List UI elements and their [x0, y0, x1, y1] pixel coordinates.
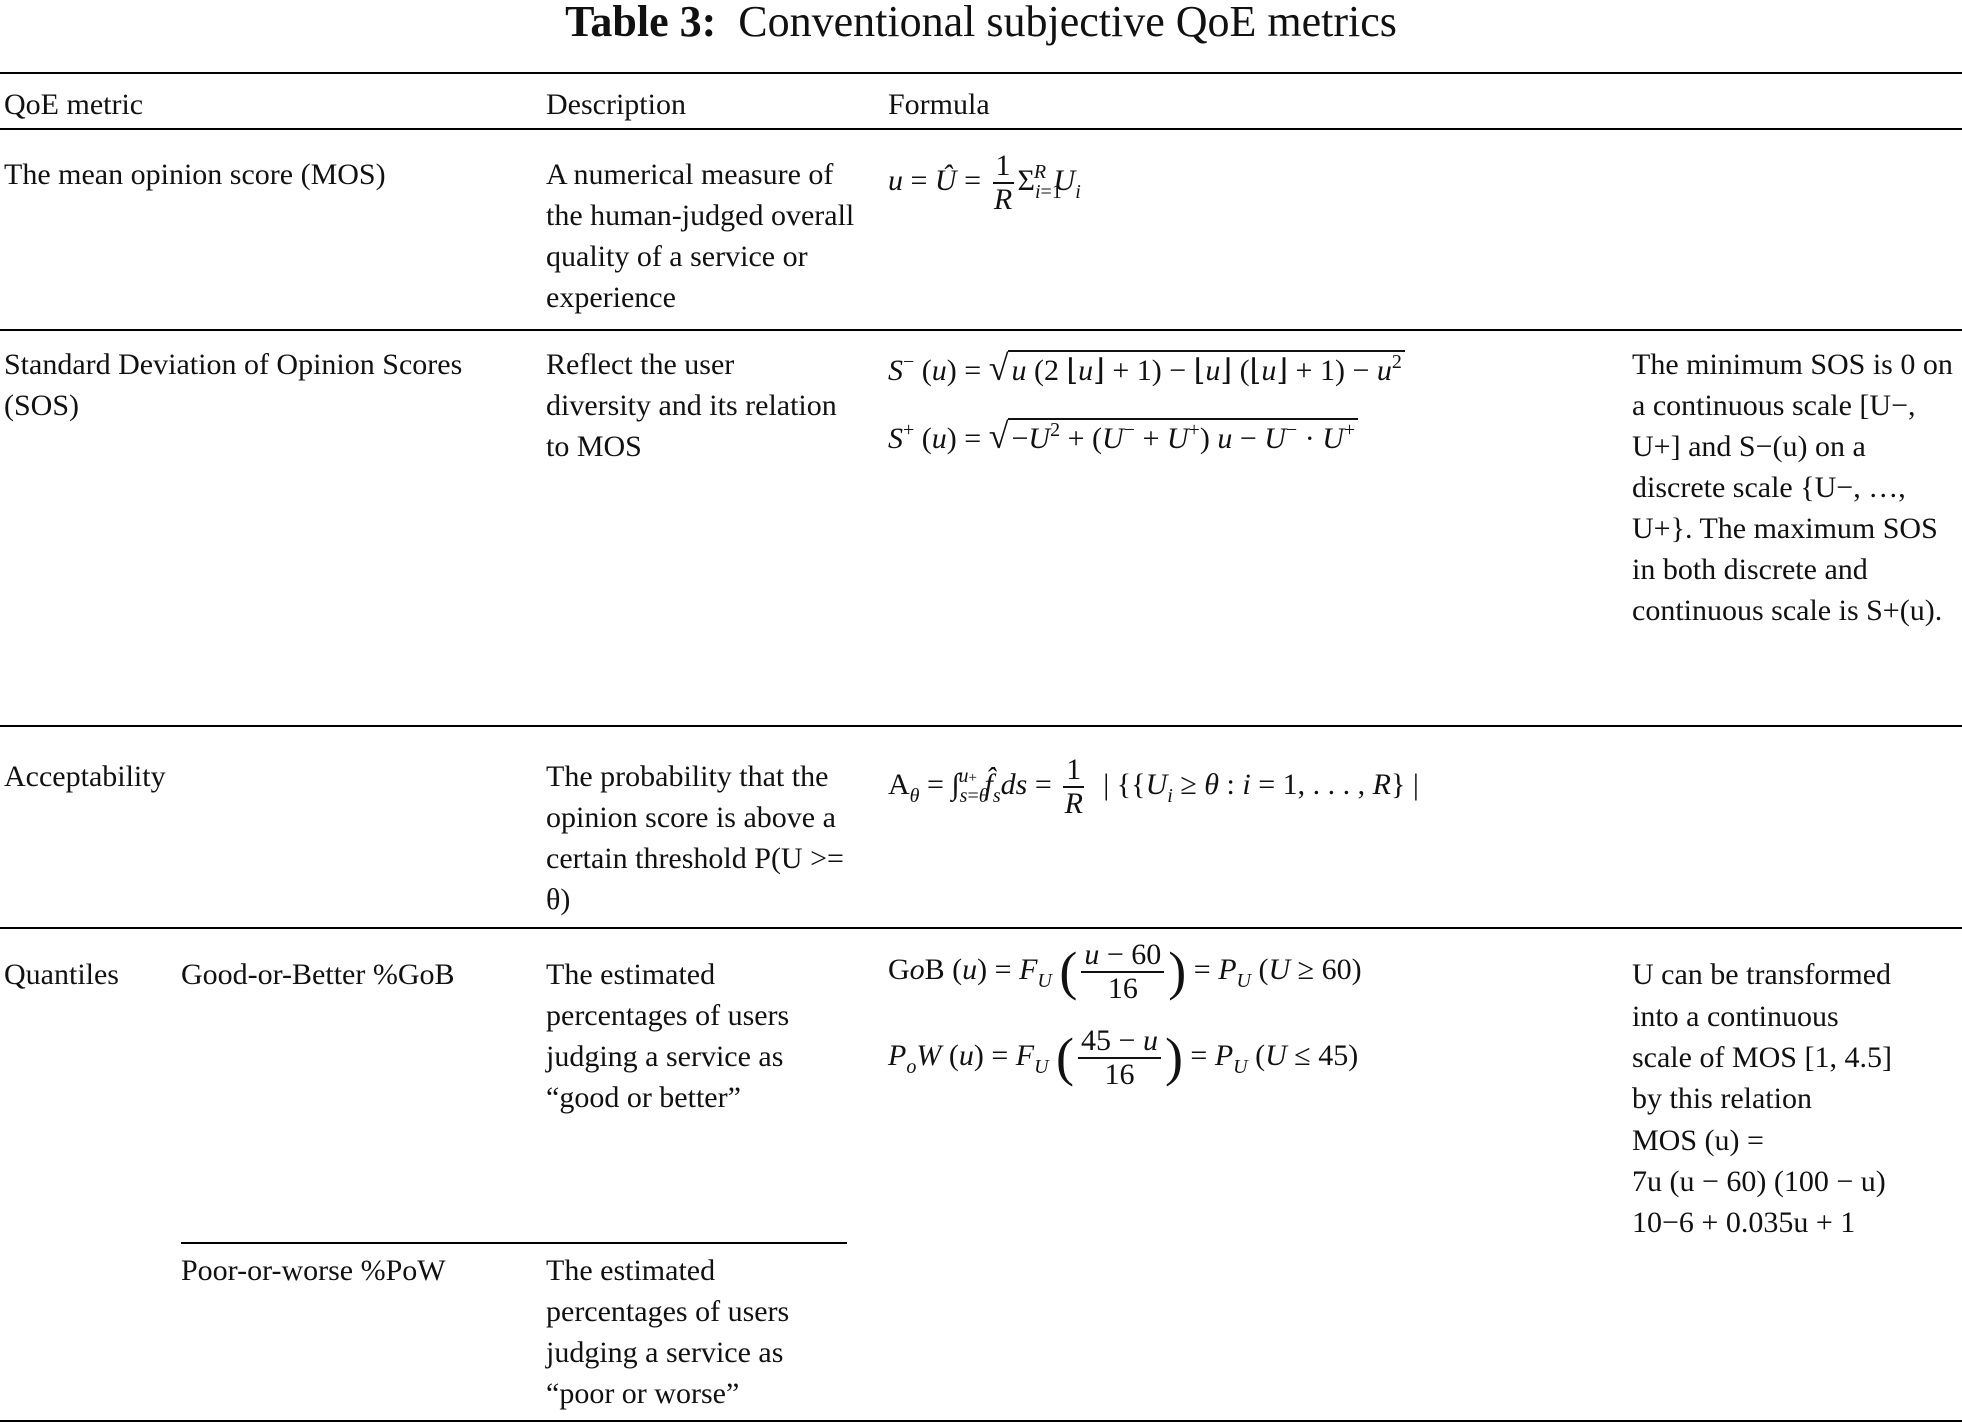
- note-sos: The minimum SOS is 0 on a continuous scale [U−, U+] and S−(u) on a discrete scale {U−, …, U+}. The maximum SOS in both discrete and continuous scale is S+(u).: [1632, 348, 1953, 627]
- description-sos: Reflect the user diversity and its relation to MOS: [546, 348, 837, 463]
- note-quantiles-6: 7u (u − 60) (100 − u): [1632, 1165, 1886, 1198]
- table-label: Table 3:: [565, 0, 717, 46]
- description-mos: A numerical measure of the human-judged overall quality of a service or experience: [546, 158, 855, 314]
- row-rule-2: [0, 725, 1962, 727]
- note-quantiles-2: into a continuous: [1632, 1000, 1839, 1033]
- row-rule-3: [0, 927, 1962, 929]
- header-description: Description: [546, 88, 686, 121]
- note-quantiles-4: by this relation: [1632, 1082, 1812, 1115]
- formula-acceptability: $A_\theta = \int_{s=\theta}^{u+}$ $f̂_sds$ = $\frac{1}{R}$ | {{$U_i \ge \theta$ : i = 1, . . . , R} |: [888, 753, 1419, 821]
- header-rule: [0, 128, 1962, 130]
- description-gob: The estimated percentages of users judging a service as “good or better”: [546, 958, 790, 1114]
- formula-mos: u = Û = $\frac{1}{R}$ $\Sigma_{i=1}^R$ $U_i$: [888, 149, 1081, 217]
- metric-acceptability: Acceptability: [4, 760, 166, 793]
- table-title: [0, 0, 1962, 50]
- description-pow: The estimated percentages of users judging a service as “poor or worse”: [546, 1254, 790, 1410]
- note-quantiles-1: U can be transformed: [1632, 958, 1892, 991]
- metric-sos: Standard Deviation of Opinion Scores (SOS): [4, 348, 463, 422]
- description-acceptability: The probability that the opinion score is above a certain threshold P(U >= θ): [546, 760, 844, 916]
- metric-quantiles: Quantiles: [4, 958, 119, 991]
- formula-sos-max: S+ (u) = √ $-U^2 + (U^- + U^+) u - U^- \cdot U^+$: [888, 410, 1358, 459]
- formula-gob: GoB $(u) = F_U$ ( $\frac{u - 60}{16}$ ) = $P_U$ (U ≥ 60): [888, 938, 1362, 1006]
- label-pow: Poor-or-worse %PoW: [181, 1254, 446, 1287]
- table-caption: Conventional subjective QoE metrics: [738, 0, 1397, 46]
- note-quantiles-5: MOS (u) =: [1632, 1124, 1764, 1157]
- formula-pow: $P_oW$ $(u) = F_U$ ( $\frac{45 - u}{16}$ ) = $P_U$ (U ≤ 45): [888, 1024, 1359, 1092]
- bottom-rule: [0, 1420, 1962, 1422]
- top-rule: [0, 72, 1962, 74]
- note-quantiles-3: scale of MOS [1, 4.5]: [1632, 1041, 1892, 1074]
- note-quantiles-7: 10−6 + 0.035u + 1: [1632, 1206, 1856, 1239]
- row-rule-1: [0, 329, 1962, 331]
- header-formula: Formula: [888, 88, 990, 121]
- metric-mos: The mean opinion score (MOS): [4, 158, 386, 191]
- label-gob: Good-or-Better %GoB: [181, 958, 455, 991]
- formula-sos-min: S− (u) = √ u (2 ⌊u⌋ + 1) − ⌊u⌋ (⌊u⌋ + $1) - u^2$: [888, 342, 1405, 391]
- header-metric: QoE metric: [4, 88, 144, 121]
- subrow-rule: [181, 1242, 847, 1244]
